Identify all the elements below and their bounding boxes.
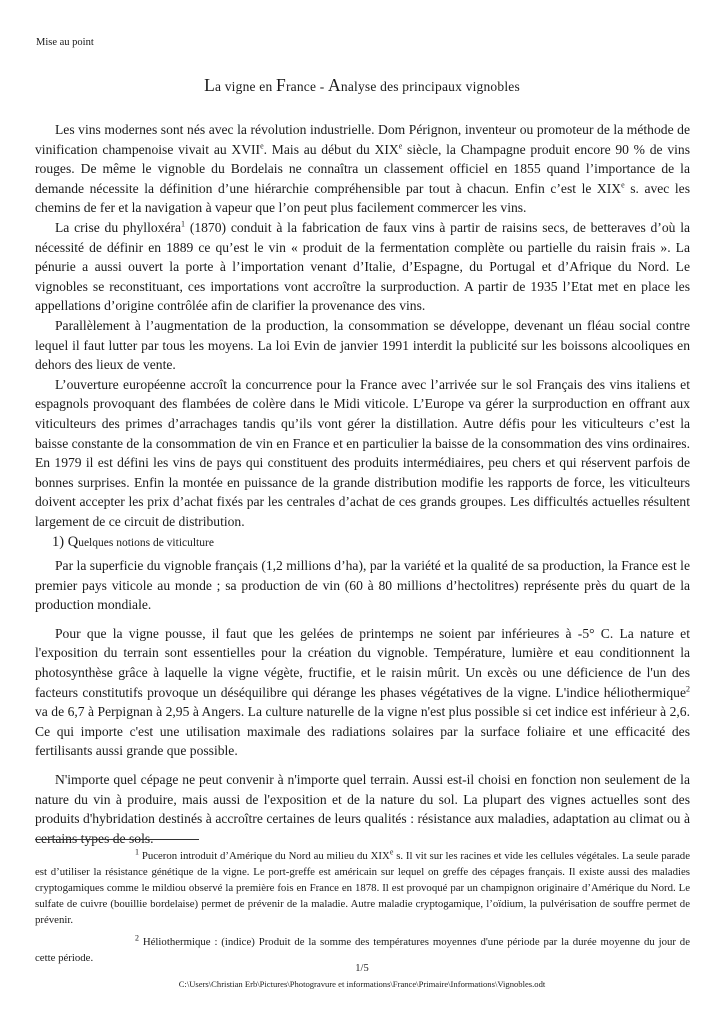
section-title: uelques notions de viticulture bbox=[78, 537, 214, 549]
text-run: (1870) conduit à la fabrication de faux vins à partir de raisins secs, de betteraves d’où la nécessité de définir en 1889 ce qu’est le vin « produit de la fermentation complète ou partielle du raisin frais ». La pénurie a aussi ouvert la porte à l’importation venant d’Italie, d’Espagne, du Portugal et d’Afrique du Nord. Le vignobles se reconstituant, ces importations vont accroître la surproduction. A partir de 1935 l’Etat met en place les appellations d’origine contrôlée afin de clarifier la provenance des vins. bbox=[35, 219, 691, 314]
file-path: C:\Users\Christian Erb\Pictures\Photogravure et informations\France\Primaire\Informations\Vignobles.odt bbox=[178, 979, 546, 989]
footnote-2 bbox=[35, 934, 690, 966]
section-1-paragraph-2 bbox=[35, 624, 690, 761]
text-run: Pour que la vigne pousse, il faut que les gelées de printemps ne soient par inférieures à -5° C. La nature et l'exposition du terrain sont essentielles pour la création du vignoble. Température, lumière et eau conditionnent la photosynthèse grâce à laquelle la vigne végète, fructifie, et le raisin mûrit. Un excès ou une déficience de l'un des facteurs constitutifs provoque un déséquilibre qui dérange les phases végétatives de la vigne. L'indice héliothermique bbox=[35, 625, 690, 700]
superscript: e bbox=[398, 141, 403, 151]
section-heading-1 bbox=[52, 534, 214, 551]
text-run: La crise du phylloxéra bbox=[55, 219, 182, 235]
text-run: siècle, la Champagne produit encore 90 % de vins rouges. De même le vignoble du Bordelais ne connaîtra un classement officiel en 1855 quand l’importance de la demande nécessite la définition d’une hiérarchie compréhensible par tout à chacun. Enfin c’est le XIX bbox=[35, 141, 690, 196]
intro-paragraph-4: L’ouverture européenne accroît la concurrence pour la France avec l’arrivée sur le sol Français des vins italiens et espagnols provoquant des flambées de colère dans le Midi viticole. L’Europe va gérer la surproduction en offrant aux viticulteurs des primes d’arrachages tandis qu’ils vont gérer la distillation. Autre défis pour les viticulteurs c’est la baisse constante de la consommation de vin en France et en particulier la baisse de la consommation des vins ordinaires. En 1979 il est défini les vins de pays qui constituent des produits intermédiaires, peu chers et qui réservent parfois de bonnes surprises. Enfin la montée en puissance de la grande distribution modifie les rapports de force, les viticulteurs doivent accepter les prix d’achat fixés par les centrales d’achat de ces grands groupes. Les difficultés actuelles résultent largement de ce circuit de distribution. bbox=[35, 376, 690, 529]
text-run: Les vins modernes sont nés avec la révolution industrielle. Dom Pérignon, inventeur ou promoteur de la méthode de vinification champenoise vivait au XVII bbox=[35, 122, 690, 157]
text-run: s. avec les chemins de fer et la navigation à vapeur que l’on peut plus facilement commercer les vins. bbox=[35, 180, 690, 216]
section-1-paragraph-3: N'importe quel cépage ne peut convenir à n'importe quel terrain. Aussi est-il choisi en fonction non seulement de la nature du vin à produire, mais aussi de l'exposition et de la nature du sol. La plupart des vignes actuelles sont des produits d'hybridation destinés à accroître certaines de leurs qualités : résistance aux maladies, adaptation au climat ou à certains types de sols. bbox=[35, 771, 690, 846]
superscript: e bbox=[621, 180, 625, 190]
section-number: 1) bbox=[52, 534, 68, 550]
title-initial-3: A bbox=[328, 75, 341, 95]
section-1-body bbox=[35, 556, 690, 848]
footnote-number: 2 bbox=[135, 933, 139, 943]
page-title bbox=[36, 75, 688, 96]
title-part-2: rance - bbox=[285, 79, 329, 94]
running-header: Mise au point bbox=[36, 37, 94, 48]
text-run: va de 6,7 à Perpignan à 2,95 à Angers. La culture naturelle de la vigne n'est plus possible si cet indice est inférieur à 2,6. Ce qui importe c'est une utilisation maximale des radiations solaires par la surface foliaire et une efficacité des fertilisants aussi grande que possible. bbox=[35, 704, 690, 759]
title-part-3: nalyse des principaux vignobles bbox=[340, 79, 520, 94]
section-1-paragraph-1: Par la superficie du vignoble français (1,2 millions d’ha), par la variété et la qualité de sa production, la France est le premier pays viticole au monde ; sa production de vin (60 à 80 millions d’hectolitres) représente près du quart de la production mondiale. bbox=[35, 558, 690, 613]
section-initial: Q bbox=[67, 534, 79, 550]
text-run: s. Il vit sur les racines et vide les cellules végétales. La seule parade est d’utiliser la résistance génétique de la vigne. Le port-greffe est américain sur lequel on greffe des cépages français. Il existe aussi des maladies cryptogamiques comme le mildiou observé la première fois en France en 1878. Il est provoqué par un champignon originaire d’Amérique du Nord. Le sulfate de cuivre (bouillie bordelaise) permet de prévenir de la maladie. Autre maladie cryptogamique, l’oïdium, la pulvérisation de souffre permet de prévenir. bbox=[35, 850, 690, 926]
text-run: Puceron introduit d’Amérique du Nord au milieu du XIX bbox=[139, 850, 390, 862]
footnote-number: 1 bbox=[135, 847, 139, 857]
title-initial-1: L bbox=[204, 75, 215, 95]
footnote-ref-2: 2 bbox=[686, 684, 690, 694]
footnote-1 bbox=[35, 848, 690, 928]
superscript: e bbox=[260, 141, 264, 151]
intro-paragraph-3: Parallèlement à l’augmentation de la production, la consommation se développe, devenant un fléau social contre lequel il faut lutter par tous les moyens. La loi Evin de janvier 1991 interdit la publicité sur les boissons alcooliques en dehors des lieux de vente. bbox=[35, 317, 690, 373]
footnote-separator bbox=[35, 839, 199, 840]
intro-paragraph-1 bbox=[35, 120, 690, 218]
footnotes bbox=[35, 848, 690, 972]
superscript: e bbox=[389, 847, 394, 857]
title-part-1: a vigne en bbox=[214, 79, 277, 94]
intro-section bbox=[35, 120, 690, 531]
text-run: Héliothermique : (indice) Produit de la somme des températures moyennes d'une période par la durée moyenne du jour de cette période. bbox=[35, 936, 690, 964]
title-initial-2: F bbox=[276, 75, 286, 95]
text-run: . Mais au début du XIX bbox=[263, 141, 399, 157]
page-number: 1/5 bbox=[355, 963, 369, 974]
footnote-ref-1: 1 bbox=[181, 219, 186, 229]
intro-paragraph-2 bbox=[35, 218, 690, 316]
